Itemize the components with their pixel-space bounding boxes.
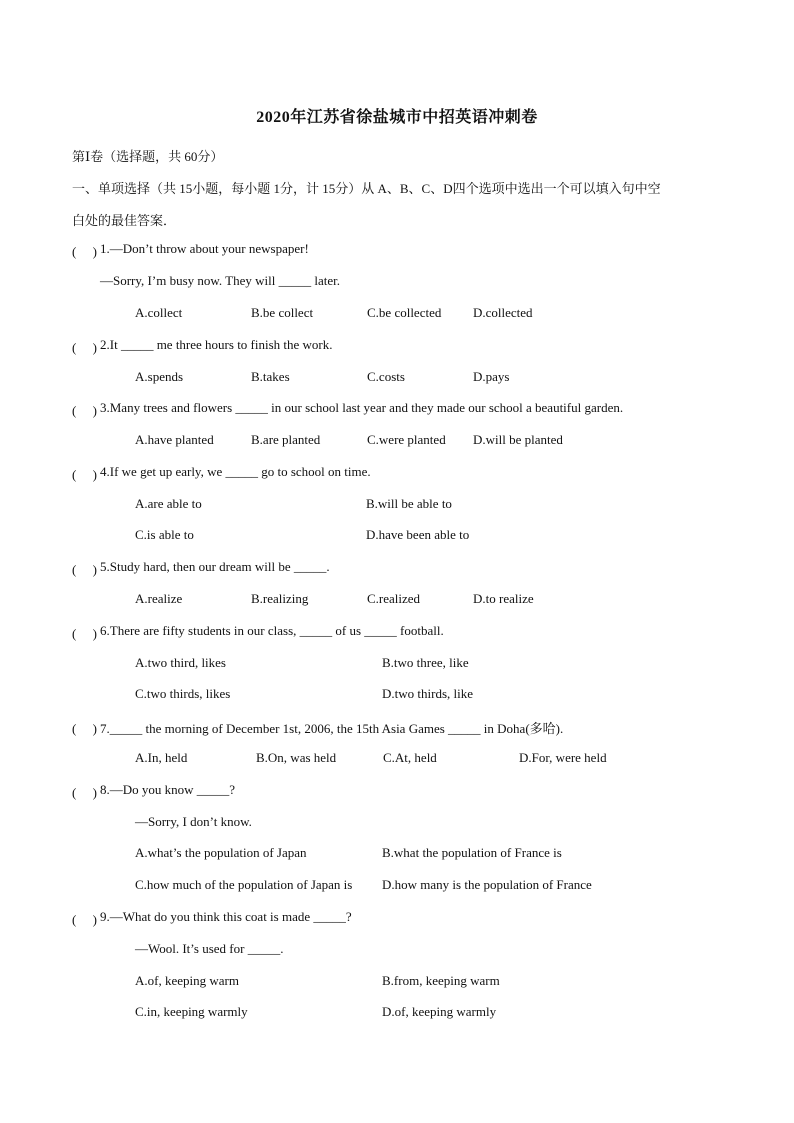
option-d: D.two thirds, like — [382, 686, 473, 701]
page-title: 2020年江苏省徐盐城市中招英语冲刺卷 — [256, 109, 538, 126]
option-d: D.how many is the population of France — [382, 877, 592, 892]
option-a: A.of, keeping warm — [135, 973, 239, 988]
question-stem: 6.There are fifty students in our class, _____ of us _____ football. — [100, 623, 444, 638]
option-b: B.realizing — [251, 591, 309, 606]
option-c: C.two thirds, likes — [135, 686, 231, 701]
answer-blank[interactable]: ( ) — [72, 626, 97, 641]
option-b: B.what the population of France is — [382, 845, 562, 860]
question-sub-line: —Sorry, I don’t know. — [135, 814, 252, 829]
option-c: C.were planted — [367, 432, 446, 447]
option-c: C.costs — [367, 369, 405, 384]
option-b: B.On, was held — [256, 750, 337, 765]
option-d: D.For, were held — [519, 750, 607, 765]
answer-blank[interactable]: ( ) — [72, 467, 97, 482]
option-b: B.are planted — [251, 432, 321, 447]
question-stem: 1.—Don’t throw about your newspaper! — [100, 241, 309, 256]
answer-blank[interactable]: ( ) — [72, 403, 97, 418]
answer-blank[interactable]: ( ) — [72, 340, 97, 355]
option-a: A.realize — [135, 591, 183, 606]
answer-blank[interactable]: ( ) — [72, 785, 97, 800]
question-stem: 5.Study hard, then our dream will be _____. — [100, 559, 330, 574]
option-b: B.from, keeping warm — [382, 973, 500, 988]
question-stem: 4.If we get up early, we _____ go to school on time. — [100, 464, 371, 479]
option-a: A.collect — [135, 305, 183, 320]
option-a: A.have planted — [135, 432, 214, 447]
option-a: A.spends — [135, 369, 184, 384]
question-sub-line: —Sorry, I’m busy now. They will _____ later. — [100, 273, 340, 288]
option-b: B.takes — [251, 369, 290, 384]
option-d: D.will be planted — [473, 432, 563, 447]
option-a: A.In, held — [135, 750, 188, 765]
option-d: D.collected — [473, 305, 533, 320]
option-c: C.how much of the population of Japan is — [135, 877, 353, 892]
option-b: B.be collect — [251, 305, 314, 320]
option-d: D.have been able to — [366, 527, 470, 542]
instruction-line-2: 白处的最佳答案． — [72, 213, 177, 228]
option-c: C.realized — [367, 591, 421, 606]
answer-blank[interactable]: ( ) — [72, 721, 97, 736]
option-c: C.At, held — [383, 750, 437, 765]
option-d: D.to realize — [473, 591, 534, 606]
option-d: D.pays — [473, 369, 510, 384]
question-stem: 3.Many trees and flowers _____ in our school last year and they made our school a beautiful garden. — [100, 400, 624, 415]
option-a: A.what’s the population of Japan — [135, 845, 307, 860]
section-heading: 第Ⅰ卷（选择题，共 60分） — [72, 149, 224, 164]
answer-blank[interactable]: ( ) — [72, 912, 97, 927]
question-stem: 8.—Do you know _____? — [100, 782, 236, 797]
answer-blank[interactable]: ( ) — [72, 244, 97, 259]
option-c: C.is able to — [135, 527, 194, 542]
option-c: C.in, keeping warmly — [135, 1004, 248, 1019]
option-d: D.of, keeping warmly — [382, 1004, 497, 1019]
answer-blank[interactable]: ( ) — [72, 562, 97, 577]
question-stem: 7._____ the morning of December 1st, 2006, the 15th Asia Games _____ in Doha(多哈). — [100, 721, 564, 736]
option-a: A.two third, likes — [135, 655, 226, 670]
option-b: B.two three, like — [382, 655, 469, 670]
question-sub-line: —Wool. It’s used for _____. — [135, 941, 284, 956]
question-stem: 2.It _____ me three hours to finish the work. — [100, 337, 333, 352]
question-stem: 9.—What do you think this coat is made _____? — [100, 909, 352, 924]
option-b: B.will be able to — [366, 496, 452, 511]
option-a: A.are able to — [135, 496, 202, 511]
instruction-line-1: 一、单项选择（共 15小题，每小题 1分，计 15分）从 A、B、C、D四个选项中选出一个可以填入句中空 — [72, 181, 661, 196]
option-c: C.be collected — [367, 305, 442, 320]
